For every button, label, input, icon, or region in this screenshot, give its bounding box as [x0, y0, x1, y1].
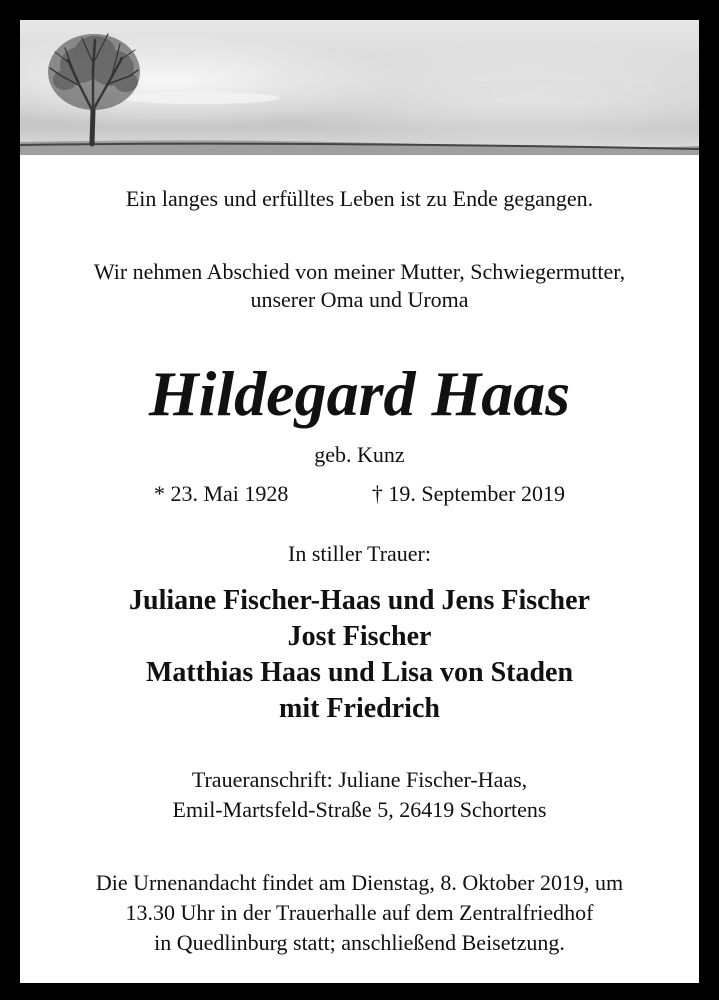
mourners-list: [20, 583, 699, 727]
death-date: † 19. September 2019: [371, 481, 566, 506]
farewell-line: Wir nehmen Abschied von meiner Mutter, Schwiegermutter,: [93, 259, 626, 284]
mourner-line: Jost Fischer: [287, 621, 432, 652]
birth-date: * 23. Mai 1928: [153, 481, 289, 506]
farewell-text: [20, 258, 699, 314]
intro-text: Ein langes und erfülltes Leben ist zu Ende gegangen.: [125, 186, 594, 211]
mourning-label: In stiller Trauer:: [288, 541, 431, 566]
tree-landscape-banner: [20, 20, 699, 155]
farewell-line: unserer Oma und Uroma: [250, 287, 469, 312]
address-line: Traueranschrift: Juliane Fischer-Haas,: [191, 767, 528, 792]
service-line: 13.30 Uhr in der Trauerhalle auf dem Zentralfriedhof: [125, 900, 594, 925]
life-dates: [20, 480, 699, 508]
service-line: in Quedlinburg statt; anschließend Beisetzung.: [154, 930, 565, 955]
maiden-name: geb. Kunz: [314, 442, 405, 467]
mourner-line: mit Friedrich: [279, 693, 440, 724]
mourner-line: Juliane Fischer-Haas und Jens Fischer: [129, 585, 590, 616]
mourning-address: [20, 765, 699, 825]
mourner-line: Matthias Haas und Lisa von Staden: [145, 657, 574, 688]
service-info: [20, 868, 699, 958]
address-line: Emil-Martsfeld-Straße 5, 26419 Schortens: [172, 797, 547, 822]
service-line: Die Urnenandacht findet am Dienstag, 8. Oktober 2019, um: [95, 870, 624, 895]
deceased-name: Hildegard Haas: [148, 358, 571, 429]
